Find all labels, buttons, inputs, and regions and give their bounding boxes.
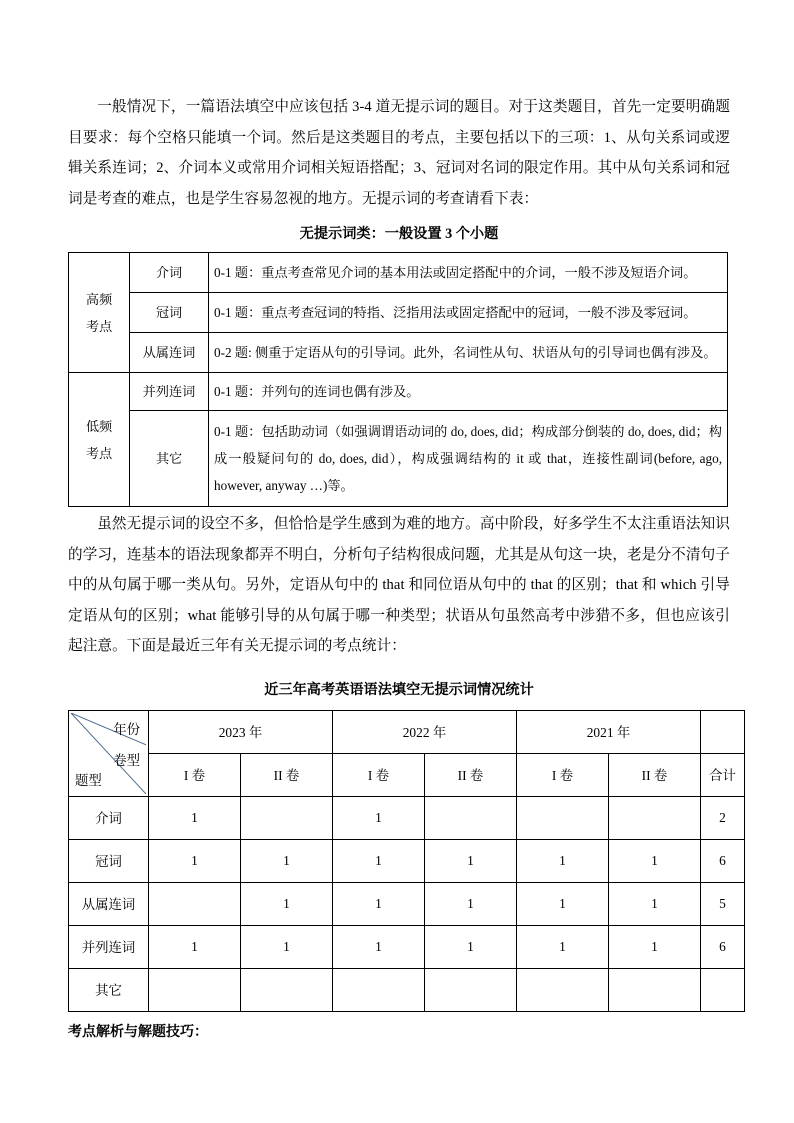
- cell-coordinating-2023-I: 1: [149, 925, 241, 968]
- table-row: [69, 411, 728, 507]
- cell-article-2023-I: 1: [149, 839, 241, 882]
- table-row: [69, 925, 745, 968]
- cell-subordinating-2022-II: 1: [425, 882, 517, 925]
- row-label-subordinating: 从属连词: [69, 882, 149, 925]
- footer-note: 考点解析与解题技巧：: [68, 1024, 208, 1040]
- year-2022: 2022 年: [333, 710, 517, 753]
- cell-subordinating-2023-II: 1: [241, 882, 333, 925]
- row-label-other: 其它: [69, 968, 149, 1011]
- year-2023: 2023 年: [149, 710, 333, 753]
- subtype-coordinating-conjunction: 并列连词: [130, 373, 209, 411]
- cell-other-2022-II: [425, 968, 517, 1011]
- cell-article-total: 6: [701, 839, 745, 882]
- cell-subordinating-2021-I: 1: [517, 882, 609, 925]
- desc-article: 0-1 题：重点考查冠词的特指、泛指用法或固定搭配中的冠词，一般不涉及零冠词。: [209, 293, 728, 333]
- cell-subordinating-2022-I: 1: [333, 882, 425, 925]
- subtype-preposition: 介词: [130, 253, 209, 293]
- category-low-frequency: [69, 373, 130, 507]
- cell-other-total: [701, 968, 745, 1011]
- cell-other-2021-II: [609, 968, 701, 1011]
- cell-coordinating-2021-II: 1: [609, 925, 701, 968]
- cell-other-2023-II: [241, 968, 333, 1011]
- table-row: [69, 882, 745, 925]
- corner-label-qtype: 题型: [75, 772, 102, 788]
- row-label-preposition: 介词: [69, 796, 149, 839]
- category-high-frequency: [69, 253, 130, 373]
- year-2021: 2021 年: [517, 710, 701, 753]
- table-header-row-years: [69, 710, 745, 753]
- table-row: [69, 968, 745, 1011]
- no-hint-word-table: [68, 252, 728, 507]
- cell-coordinating-total: 6: [701, 925, 745, 968]
- table-row: [69, 253, 728, 293]
- desc-preposition: 0-1 题：重点考查常见介词的基本用法或固定搭配中的介词，一般不涉及短语介词。: [209, 253, 728, 293]
- desc-subordinating-conjunction: 0-2 题: 侧重于定语从句的引导词。此外，名词性从句、状语从句的引导词也偶有涉及。: [209, 333, 728, 373]
- total-header: 合计: [701, 753, 745, 796]
- desc-other: 0-1 题：包括助动词（如强调谓语动词的 do, does, did；构成部分倒装的 do, does, did；构成一般疑问句的 do, does, did），构成强调结构的 it 或 that，连接性副词(before, ago, however, anyway …)等。: [209, 411, 728, 507]
- document-body: [68, 92, 736, 1045]
- cell-preposition-2021-II: [609, 796, 701, 839]
- corner-label-paper: 卷型: [113, 752, 140, 768]
- cell-preposition-2021-I: [517, 796, 609, 839]
- table2-caption: 近三年高考英语语法填空无提示词情况统计: [264, 681, 534, 698]
- paper-2021-I: I 卷: [517, 753, 609, 796]
- total-header-spacer: [701, 710, 745, 753]
- statistics-table: [68, 710, 745, 1012]
- subtype-subordinating-conjunction: 从属连词: [130, 333, 209, 373]
- cell-article-2023-II: 1: [241, 839, 333, 882]
- corner-label-year: 年份: [113, 721, 140, 737]
- category-low-line2: 考点: [85, 445, 113, 461]
- paper-2021-II: II 卷: [609, 753, 701, 796]
- cell-preposition-2022-II: [425, 796, 517, 839]
- table-row: [69, 293, 728, 333]
- diagonal-header-box: [71, 713, 146, 794]
- desc-coordinating-conjunction: 0-1 题：并列句的连词也偶有涉及。: [209, 373, 728, 411]
- cell-subordinating-total: 5: [701, 882, 745, 925]
- category-high-line1: 高频: [85, 291, 113, 307]
- table-row: [69, 796, 745, 839]
- cell-preposition-total: 2: [701, 796, 745, 839]
- table-row: [69, 839, 745, 882]
- category-low-line1: 低频: [85, 418, 113, 434]
- paper-2023-I: I 卷: [149, 753, 241, 796]
- table1-caption: 无提示词类：一般设置 3 个小题: [299, 226, 499, 242]
- paragraph-intro: 一般情况下，一篇语法填空中应该包括 3-4 道无提示词的题目。对于这类题目，首先一定要明确题目要求：每个空格只能填一个词。然后是这类题目的考点，主要包括以下的三项：1、从句关系词或逻辑关系连词；2、介词本义或常用介词相关短语搭配；3、冠词对名词的限定作用。其中从句关系词和冠词是考查的难点，也是学生容易忽视的地方。无提示词的考查请看下表：: [68, 99, 730, 207]
- row-label-article: 冠词: [69, 839, 149, 882]
- cell-coordinating-2021-I: 1: [517, 925, 609, 968]
- cell-coordinating-2022-I: 1: [333, 925, 425, 968]
- cell-preposition-2023-II: [241, 796, 333, 839]
- cell-other-2021-I: [517, 968, 609, 1011]
- diagonal-header-cell: [69, 710, 149, 796]
- subtype-other: 其它: [130, 411, 209, 507]
- table-row: [69, 333, 728, 373]
- table-row: [69, 373, 728, 411]
- subtype-article: 冠词: [130, 293, 209, 333]
- paragraph-analysis: 虽然无提示词的设空不多，但恰恰是学生感到为难的地方。高中阶段，好多学生不太注重语法知识的学习，连基本的语法现象都弄不明白，分析句子结构很成问题，尤其是从句这一块，老是分不清句子中的从句属于哪一类从句。另外，定语从句中的 that 和同位语从句中的 that 的区别；that 和 which 引导定语从句的区别；what 能够引导的从句属于哪一种类型；状语从句虽然高考中涉猎不多，但也应该引起注意。下面是最近三年有关无提示词的考点统计：: [68, 516, 730, 654]
- paper-2022-I: I 卷: [333, 753, 425, 796]
- cell-other-2022-I: [333, 968, 425, 1011]
- cell-subordinating-2023-I: [149, 882, 241, 925]
- table-header-row-papers: [69, 753, 745, 796]
- cell-other-2023-I: [149, 968, 241, 1011]
- cell-article-2021-II: 1: [609, 839, 701, 882]
- cell-subordinating-2021-II: 1: [609, 882, 701, 925]
- cell-preposition-2022-I: 1: [333, 796, 425, 839]
- category-high-line2: 考点: [85, 318, 113, 334]
- paper-2023-II: II 卷: [241, 753, 333, 796]
- cell-article-2022-I: 1: [333, 839, 425, 882]
- cell-preposition-2023-I: 1: [149, 796, 241, 839]
- cell-article-2022-II: 1: [425, 839, 517, 882]
- cell-coordinating-2022-II: 1: [425, 925, 517, 968]
- cell-article-2021-I: 1: [517, 839, 609, 882]
- row-label-coordinating: 并列连词: [69, 925, 149, 968]
- paper-2022-II: II 卷: [425, 753, 517, 796]
- cell-coordinating-2023-II: 1: [241, 925, 333, 968]
